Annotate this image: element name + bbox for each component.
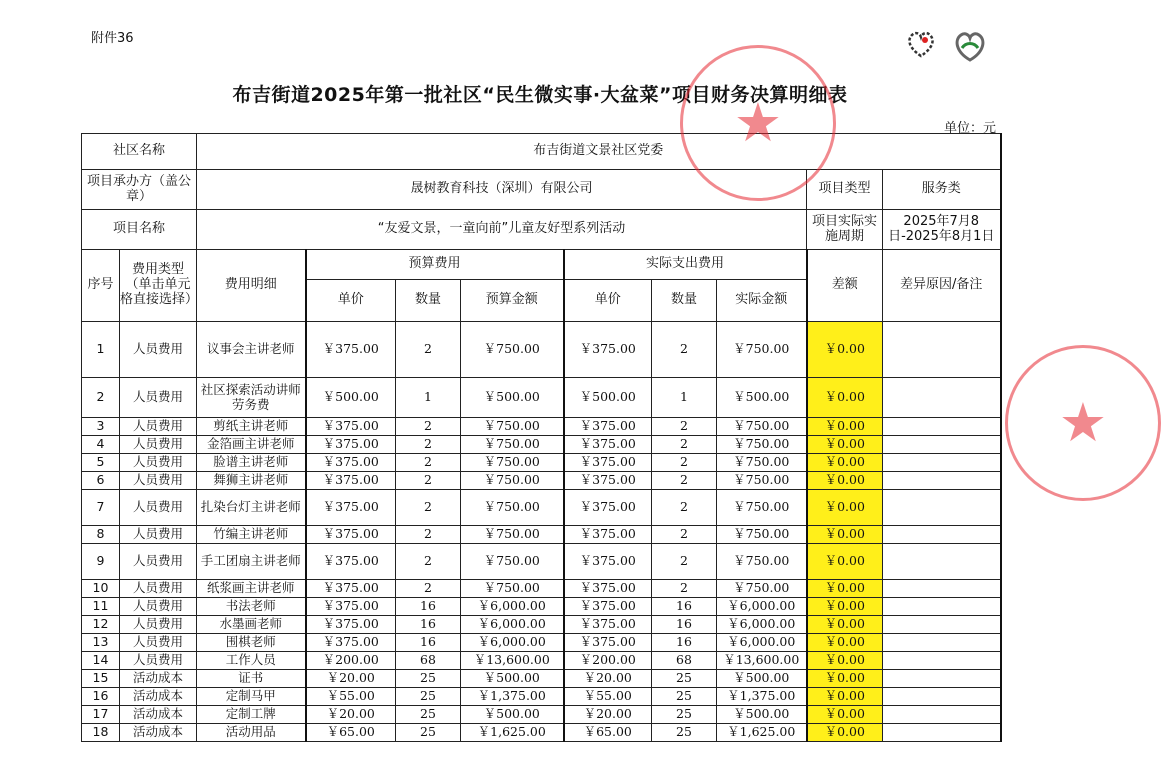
table-cell-actual-amount: ￥500.00 <box>717 670 807 688</box>
table-cell-budget-amount: ￥500.00 <box>461 378 564 418</box>
table-cell-budget-qty: 2 <box>396 580 461 598</box>
table-cell-fee-detail: 剪纸主讲老师 <box>197 418 306 436</box>
table-cell-actual-qty: 25 <box>652 688 717 706</box>
table-row <box>82 322 1001 378</box>
col-fee-detail-header: 费用明细 <box>197 250 306 322</box>
table-cell-fee-type: 人员费用 <box>120 436 197 454</box>
table-row <box>82 706 1001 724</box>
table-cell-fee-type: 人员费用 <box>120 544 197 580</box>
table-cell-budget-price: ￥500.00 <box>306 378 396 418</box>
contractor-label: 项目承办方（盖公章） <box>82 170 197 210</box>
community-name-label: 社区名称 <box>82 134 197 170</box>
community-logo-icon <box>950 26 990 66</box>
party-heart-icon <box>905 28 937 60</box>
table-cell-diff: ￥0.00 <box>807 418 883 436</box>
table-cell-budget-amount: ￥500.00 <box>461 706 564 724</box>
col-seq-header: 序号 <box>82 250 120 322</box>
table-cell-budget-amount: ￥6,000.00 <box>461 598 564 616</box>
table-cell-actual-price: ￥375.00 <box>564 436 652 454</box>
table-cell-budget-amount: ￥6,000.00 <box>461 616 564 634</box>
company-seal: ★ <box>680 45 836 201</box>
table-cell-fee-type: 人员费用 <box>120 490 197 526</box>
table-cell-note <box>883 652 1001 670</box>
table-cell-diff: ￥0.00 <box>807 634 883 652</box>
table-cell-actual-amount: ￥750.00 <box>717 526 807 544</box>
table-cell-fee-type: 人员费用 <box>120 418 197 436</box>
table-cell-actual-price: ￥375.00 <box>564 634 652 652</box>
table-cell-budget-price: ￥65.00 <box>306 724 396 742</box>
table-cell-budget-qty: 1 <box>396 378 461 418</box>
table-cell-actual-amount: ￥6,000.00 <box>717 598 807 616</box>
table-cell-note <box>883 322 1001 378</box>
table-cell-actual-qty: 16 <box>652 634 717 652</box>
table-cell-budget-price: ￥375.00 <box>306 490 396 526</box>
table-cell-budget-qty: 16 <box>396 598 461 616</box>
table-cell-actual-qty: 16 <box>652 616 717 634</box>
table-cell-budget-amount: ￥1,625.00 <box>461 724 564 742</box>
table-cell-actual-qty: 2 <box>652 472 717 490</box>
table-cell-budget-amount: ￥500.00 <box>461 670 564 688</box>
table-cell-actual-qty: 2 <box>652 454 717 472</box>
table-cell-seq: 6 <box>82 472 120 490</box>
table-cell-seq: 15 <box>82 670 120 688</box>
table-cell-actual-amount: ￥750.00 <box>717 454 807 472</box>
table-cell-fee-type: 人员费用 <box>120 454 197 472</box>
table-cell-actual-qty: 68 <box>652 652 717 670</box>
table-cell-note <box>883 598 1001 616</box>
table-cell-seq: 7 <box>82 490 120 526</box>
table-cell-budget-qty: 25 <box>396 688 461 706</box>
table-cell-actual-amount: ￥500.00 <box>717 706 807 724</box>
table-cell-diff: ￥0.00 <box>807 526 883 544</box>
table-cell-diff: ￥0.00 <box>807 580 883 598</box>
table-cell-budget-qty: 2 <box>396 322 461 378</box>
table-cell-fee-type: 人员费用 <box>120 322 197 378</box>
table-cell-budget-qty: 25 <box>396 724 461 742</box>
table-cell-fee-detail: 工作人员 <box>197 652 306 670</box>
table-cell-budget-qty: 25 <box>396 706 461 724</box>
table-cell-fee-type: 人员费用 <box>120 598 197 616</box>
table-row <box>82 436 1001 454</box>
table-cell-actual-qty: 2 <box>652 436 717 454</box>
table-cell-budget-price: ￥375.00 <box>306 436 396 454</box>
table-row <box>82 418 1001 436</box>
table-cell-seq: 18 <box>82 724 120 742</box>
table-cell-diff: ￥0.00 <box>807 724 883 742</box>
table-cell-diff: ￥0.00 <box>807 598 883 616</box>
table-cell-seq: 1 <box>82 322 120 378</box>
table-cell-note <box>883 418 1001 436</box>
table-cell-budget-amount: ￥750.00 <box>461 322 564 378</box>
table-cell-note <box>883 526 1001 544</box>
table-cell-note <box>883 616 1001 634</box>
table-cell-fee-type: 活动成本 <box>120 670 197 688</box>
table-cell-diff: ￥0.00 <box>807 472 883 490</box>
table-cell-note <box>883 544 1001 580</box>
table-cell-fee-type: 活动成本 <box>120 706 197 724</box>
table-cell-fee-detail: 纸浆画主讲老师 <box>197 580 306 598</box>
table-row <box>82 688 1001 706</box>
table-cell-budget-amount: ￥750.00 <box>461 580 564 598</box>
table-cell-actual-price: ￥375.00 <box>564 544 652 580</box>
table-cell-note <box>883 378 1001 418</box>
table-cell-actual-price: ￥375.00 <box>564 616 652 634</box>
table-cell-seq: 5 <box>82 454 120 472</box>
table-cell-note <box>883 670 1001 688</box>
table-cell-seq: 10 <box>82 580 120 598</box>
attachment-label: 附件36 <box>91 31 134 46</box>
table-cell-budget-amount: ￥750.00 <box>461 418 564 436</box>
table-cell-fee-type: 人员费用 <box>120 472 197 490</box>
table-cell-budget-price: ￥55.00 <box>306 688 396 706</box>
table-cell-actual-amount: ￥6,000.00 <box>717 634 807 652</box>
table-cell-budget-amount: ￥1,375.00 <box>461 688 564 706</box>
table-row <box>82 634 1001 652</box>
table-cell-actual-qty: 2 <box>652 526 717 544</box>
table-cell-budget-amount: ￥750.00 <box>461 472 564 490</box>
company-seal-partial: ★ <box>1005 345 1161 501</box>
table-cell-fee-type: 活动成本 <box>120 688 197 706</box>
table-cell-budget-price: ￥375.00 <box>306 616 396 634</box>
table-cell-actual-amount: ￥750.00 <box>717 580 807 598</box>
table-cell-fee-detail: 活动用品 <box>197 724 306 742</box>
table-cell-actual-amount: ￥750.00 <box>717 544 807 580</box>
table-cell-fee-detail: 议事会主讲老师 <box>197 322 306 378</box>
table-row <box>82 598 1001 616</box>
table-cell-actual-amount: ￥750.00 <box>717 472 807 490</box>
table-cell-fee-detail: 定制马甲 <box>197 688 306 706</box>
table-cell-actual-amount: ￥500.00 <box>717 378 807 418</box>
table-cell-actual-amount: ￥1,375.00 <box>717 688 807 706</box>
table-cell-budget-qty: 2 <box>396 490 461 526</box>
table-row <box>82 378 1001 418</box>
table-cell-budget-qty: 2 <box>396 418 461 436</box>
table-cell-note <box>883 472 1001 490</box>
table-cell-budget-amount: ￥13,600.00 <box>461 652 564 670</box>
table-cell-seq: 9 <box>82 544 120 580</box>
table-cell-note <box>883 724 1001 742</box>
table-cell-fee-type: 人员费用 <box>120 634 197 652</box>
table-cell-budget-price: ￥375.00 <box>306 544 396 580</box>
table-cell-diff: ￥0.00 <box>807 616 883 634</box>
table-row <box>82 580 1001 598</box>
table-cell-budget-qty: 2 <box>396 454 461 472</box>
table-cell-note <box>883 706 1001 724</box>
table-cell-budget-price: ￥375.00 <box>306 598 396 616</box>
table-row <box>82 724 1001 742</box>
table-cell-budget-price: ￥375.00 <box>306 454 396 472</box>
table-cell-actual-qty: 2 <box>652 322 717 378</box>
table-cell-note <box>883 454 1001 472</box>
table-cell-seq: 14 <box>82 652 120 670</box>
table-cell-actual-qty: 25 <box>652 724 717 742</box>
table-row <box>82 454 1001 472</box>
table-cell-actual-price: ￥375.00 <box>564 580 652 598</box>
table-cell-fee-type: 人员费用 <box>120 616 197 634</box>
table-cell-budget-amount: ￥6,000.00 <box>461 634 564 652</box>
table-cell-seq: 16 <box>82 688 120 706</box>
table-row <box>82 526 1001 544</box>
table-cell-budget-amount: ￥750.00 <box>461 454 564 472</box>
table-cell-actual-qty: 25 <box>652 706 717 724</box>
table-cell-budget-price: ￥20.00 <box>306 670 396 688</box>
table-cell-actual-price: ￥375.00 <box>564 490 652 526</box>
table-cell-budget-price: ￥375.00 <box>306 580 396 598</box>
table-cell-fee-detail: 扎染台灯主讲老师 <box>197 490 306 526</box>
table-cell-diff: ￥0.00 <box>807 454 883 472</box>
table-cell-budget-price: ￥375.00 <box>306 472 396 490</box>
table-cell-budget-price: ￥375.00 <box>306 322 396 378</box>
table-cell-actual-qty: 16 <box>652 598 717 616</box>
table-cell-budget-qty: 16 <box>396 634 461 652</box>
table-cell-fee-detail: 手工团扇主讲老师 <box>197 544 306 580</box>
table-cell-actual-amount: ￥13,600.00 <box>717 652 807 670</box>
project-name-label: 项目名称 <box>82 210 197 250</box>
table-row <box>82 490 1001 526</box>
col-reason-header: 差异原因/备注 <box>883 250 1001 322</box>
table-row <box>82 670 1001 688</box>
period-value: 2025年7月8日-2025年8月1日 <box>883 210 1001 250</box>
actual-group-header: 实际支出费用 <box>564 250 807 280</box>
table-cell-diff: ￥0.00 <box>807 322 883 378</box>
table-cell-budget-qty: 68 <box>396 652 461 670</box>
table-cell-diff: ￥0.00 <box>807 706 883 724</box>
col-budget-qty-header: 数量 <box>396 280 461 322</box>
community-name-value: 布吉街道文景社区党委 <box>197 134 1001 170</box>
table-cell-seq: 3 <box>82 418 120 436</box>
col-actual-price-header: 单价 <box>564 280 652 322</box>
table-cell-fee-detail: 书法老师 <box>197 598 306 616</box>
table-cell-seq: 4 <box>82 436 120 454</box>
table-cell-actual-price: ￥375.00 <box>564 454 652 472</box>
table-cell-fee-type: 活动成本 <box>120 724 197 742</box>
table-cell-note <box>883 490 1001 526</box>
table-cell-budget-price: ￥375.00 <box>306 634 396 652</box>
budget-group-header: 预算费用 <box>306 250 564 280</box>
table-cell-actual-qty: 2 <box>652 418 717 436</box>
project-type-value: 服务类 <box>883 170 1001 210</box>
table-cell-fee-detail: 脸谱主讲老师 <box>197 454 306 472</box>
table-cell-note <box>883 688 1001 706</box>
table-cell-note <box>883 634 1001 652</box>
col-diff-header: 差额 <box>807 250 883 322</box>
table-cell-actual-qty: 1 <box>652 378 717 418</box>
table-cell-seq: 12 <box>82 616 120 634</box>
table-cell-actual-price: ￥375.00 <box>564 526 652 544</box>
table-cell-actual-qty: 2 <box>652 580 717 598</box>
table-cell-budget-price: ￥200.00 <box>306 652 396 670</box>
table-cell-fee-detail: 金箔画主讲老师 <box>197 436 306 454</box>
table-row <box>82 616 1001 634</box>
table-cell-actual-price: ￥375.00 <box>564 472 652 490</box>
table-cell-diff: ￥0.00 <box>807 436 883 454</box>
table-cell-diff: ￥0.00 <box>807 378 883 418</box>
table-cell-note <box>883 580 1001 598</box>
table-cell-actual-qty: 25 <box>652 670 717 688</box>
table-cell-budget-qty: 25 <box>396 670 461 688</box>
table-cell-actual-price: ￥200.00 <box>564 652 652 670</box>
table-cell-fee-detail: 竹编主讲老师 <box>197 526 306 544</box>
table-cell-diff: ￥0.00 <box>807 544 883 580</box>
table-cell-actual-amount: ￥750.00 <box>717 490 807 526</box>
table-cell-seq: 11 <box>82 598 120 616</box>
table-cell-budget-qty: 16 <box>396 616 461 634</box>
table-cell-budget-qty: 2 <box>396 472 461 490</box>
table-cell-budget-amount: ￥750.00 <box>461 544 564 580</box>
table-cell-fee-type: 人员费用 <box>120 652 197 670</box>
table-cell-fee-detail: 证书 <box>197 670 306 688</box>
table-cell-fee-detail: 舞狮主讲老师 <box>197 472 306 490</box>
table-cell-budget-qty: 2 <box>396 526 461 544</box>
table-cell-actual-price: ￥375.00 <box>564 322 652 378</box>
table-cell-budget-amount: ￥750.00 <box>461 526 564 544</box>
period-label: 项目实际实施周期 <box>807 210 883 250</box>
table-cell-fee-detail: 水墨画老师 <box>197 616 306 634</box>
table-cell-diff: ￥0.00 <box>807 652 883 670</box>
page-title: 布吉街道2025年第一批社区“民生微实事·大盆菜”项目财务决算明细表 <box>232 84 848 106</box>
table-cell-actual-price: ￥20.00 <box>564 706 652 724</box>
table-cell-fee-type: 人员费用 <box>120 580 197 598</box>
table-cell-actual-price: ￥375.00 <box>564 598 652 616</box>
table-cell-fee-type: 人员费用 <box>120 526 197 544</box>
table-row <box>82 652 1001 670</box>
table-cell-actual-price: ￥55.00 <box>564 688 652 706</box>
contractor-value: 晟树教育科技（深圳）有限公司 <box>197 170 807 210</box>
unit-label: 单位：元 <box>944 121 997 136</box>
table-cell-actual-price: ￥65.00 <box>564 724 652 742</box>
table-cell-budget-price: ￥375.00 <box>306 418 396 436</box>
table-cell-actual-price: ￥375.00 <box>564 418 652 436</box>
table-cell-budget-price: ￥375.00 <box>306 526 396 544</box>
table-row <box>82 544 1001 580</box>
table-cell-budget-price: ￥20.00 <box>306 706 396 724</box>
col-actual-amount-header: 实际金额 <box>717 280 807 322</box>
table-cell-actual-amount: ￥750.00 <box>717 418 807 436</box>
table-cell-seq: 8 <box>82 526 120 544</box>
table-cell-seq: 17 <box>82 706 120 724</box>
table-cell-seq: 13 <box>82 634 120 652</box>
table-cell-diff: ￥0.00 <box>807 670 883 688</box>
table-cell-actual-amount: ￥1,625.00 <box>717 724 807 742</box>
table-cell-actual-amount: ￥750.00 <box>717 322 807 378</box>
table-cell-diff: ￥0.00 <box>807 490 883 526</box>
table-cell-budget-qty: 2 <box>396 544 461 580</box>
table-cell-actual-qty: 2 <box>652 490 717 526</box>
table-cell-actual-price: ￥500.00 <box>564 378 652 418</box>
col-budget-amount-header: 预算金额 <box>461 280 564 322</box>
project-name-value: “友爱文景，一童向前”儿童友好型系列活动 <box>197 210 807 250</box>
table-cell-fee-detail: 社区探索活动讲师劳务费 <box>197 378 306 418</box>
table-cell-budget-amount: ￥750.00 <box>461 436 564 454</box>
table-cell-budget-amount: ￥750.00 <box>461 490 564 526</box>
col-budget-price-header: 单价 <box>306 280 396 322</box>
table-cell-actual-qty: 2 <box>652 544 717 580</box>
table-cell-diff: ￥0.00 <box>807 688 883 706</box>
project-type-label: 项目类型 <box>807 170 883 210</box>
table-cell-actual-price: ￥20.00 <box>564 670 652 688</box>
table-cell-fee-detail: 定制工牌 <box>197 706 306 724</box>
col-fee-type-header: 费用类型（单击单元格直接选择） <box>120 250 197 322</box>
table-cell-seq: 2 <box>82 378 120 418</box>
table-row <box>82 472 1001 490</box>
table-cell-note <box>883 436 1001 454</box>
table-cell-actual-amount: ￥750.00 <box>717 436 807 454</box>
table-cell-actual-amount: ￥6,000.00 <box>717 616 807 634</box>
table-cell-budget-qty: 2 <box>396 436 461 454</box>
table-cell-fee-detail: 围棋老师 <box>197 634 306 652</box>
col-actual-qty-header: 数量 <box>652 280 717 322</box>
finance-table <box>81 133 1002 742</box>
table-cell-fee-type: 人员费用 <box>120 378 197 418</box>
